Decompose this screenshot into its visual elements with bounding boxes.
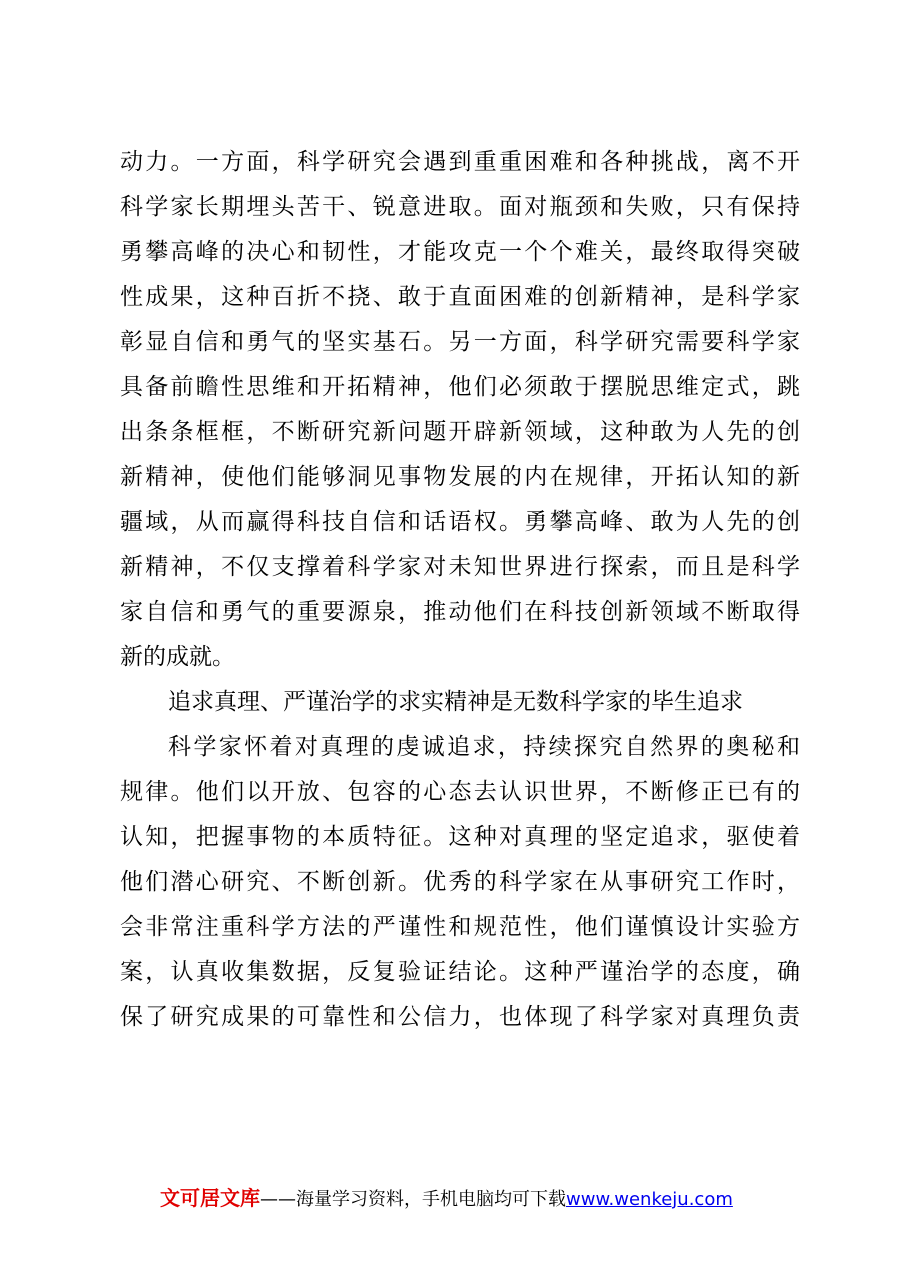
text-line: 出条条框框，不断研究新问题开辟新领域，这种敢为人先的创 (120, 419, 800, 445)
text-line: 家自信和勇气的重要源泉，推动他们在科技创新领域不断取得 (120, 599, 800, 625)
text-line: 规律。他们以开放、包容的心态去认识世界，不断修正已有的 (120, 779, 800, 805)
section-heading: 追求真理、严谨治学的求实精神是无数科学家的毕生追求 (168, 689, 743, 715)
text-line: 新精神，不仅支撑着科学家对未知世界进行探索，而且是科学 (120, 554, 800, 580)
footer-site-link[interactable]: www.wenkeju.com (566, 1189, 733, 1210)
text-line: 案，认真收集数据，反复验证结论。这种严谨治学的态度，确 (120, 959, 800, 985)
text-line: 具备前瞻性思维和开拓精神，他们必须敢于摆脱思维定式，跳 (120, 374, 800, 400)
footer-tagline: ——海量学习资料，手机电脑均可下载 (260, 1189, 566, 1210)
text-line: 科学家长期埋头苦干、锐意进取。面对瓶颈和失败，只有保持 (120, 194, 800, 220)
text-line: 科学家怀着对真理的虔诚追求，持续探究自然界的奥秘和 (168, 734, 800, 760)
text-line: 彰显自信和勇气的坚实基石。另一方面，科学研究需要科学家 (120, 329, 800, 355)
text-line: 性成果，这种百折不挠、敢于直面困难的创新精神，是科学家 (120, 284, 800, 310)
text-line: 保了研究成果的可靠性和公信力，也体现了科学家对真理负责 (120, 1004, 800, 1030)
text-line: 认知，把握事物的本质特征。这种对真理的坚定追求，驱使着 (120, 824, 800, 850)
text-line: 他们潜心研究、不断创新。优秀的科学家在从事研究工作时， (120, 869, 800, 895)
text-line: 新精神，使他们能够洞见事物发展的内在规律，开拓认知的新 (120, 464, 800, 490)
text-line: 动力。一方面，科学研究会遇到重重困难和各种挑战，离不开 (120, 149, 800, 175)
text-line: 会非常注重科学方法的严谨性和规范性，他们谨慎设计实验方 (120, 914, 800, 940)
text-line: 勇攀高峰的决心和韧性，才能攻克一个个难关，最终取得突破 (120, 239, 800, 265)
text-line: 新的成就。 (120, 644, 235, 670)
text-line: 疆域，从而赢得科技自信和话语权。勇攀高峰、敢为人先的创 (120, 509, 800, 535)
document-body (120, 140, 800, 1040)
footer-brand: 文可居文库 (160, 1186, 260, 1210)
footer-banner (160, 1183, 733, 1213)
